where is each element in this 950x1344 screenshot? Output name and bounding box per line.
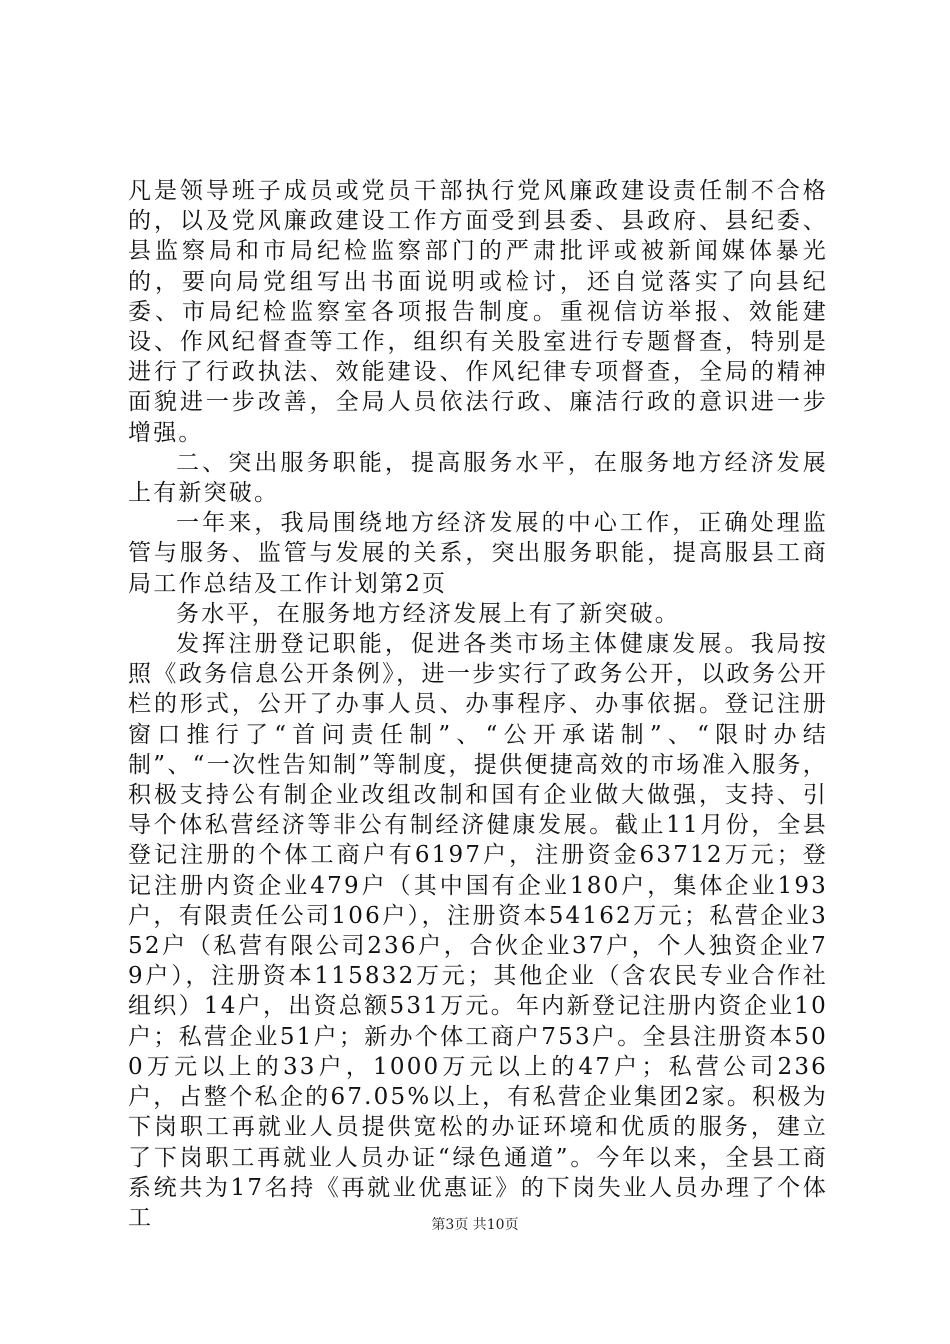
paragraph-service-overview: 一年来，我局围绕地方经济发展的中心工作，正确处理监管与服务、监管与发展的关系，突出服务职能，提高服县工商局工作总结及工作计划第2页 xyxy=(128,510,828,597)
paragraph-party-discipline: 凡是领导班子成员或党员干部执行党风廉政建设责任制不合格的，以及党风廉政建设工作方面受到县委、县政府、县纪委、县监察局和市局纪检监察部门的严肃批评或被新闻媒体暴光的，要向局党组写出书面说明或检讨，还自觉落实了向县纪委、市局纪检监察室各项报告制度。重视信访举报、效能建设、作风纪督查等工作，组织有关股室进行专题督查，特别是进行了行政执法、效能建设、作风纪律专项督查，全局的精神面貌进一步改善，全局人员依法行政、廉洁行政的意识进一步增强。 xyxy=(128,178,828,446)
section-heading-service-function: 二、突出服务职能，提高服务水平，在服务地方经济发展上有新突破。 xyxy=(128,449,828,507)
document-body xyxy=(128,176,828,1233)
paragraph-registration-function: 发挥注册登记职能，促进各类市场主体健康发展。我局按照《政务信息公开条例》，进一步实行了政务公开，以政务公开栏的形式，公开了办事人员、办事程序、办事依据。登记注册窗口推行了“首问责任制”、“公开承诺制”、“限时办结制”、“一次性告知制”等制度，提供便捷高效的市场准入服务，积极支持公有制企业改组改制和国有企业做大做强，支持、引导个体私营经济等非公有制经济健康发展。截止11月份，全县登记注册的个体工商户有6197户，注册资金63712万元；登记注册内资企业479户（其中国有企业180户，集体企业193户，有限责任公司106户），注册资本54162万元；私营企业352户（私营有限公司236户，合伙企业37户，个人独资企业79户），注册资本115832万元；其他企业（含农民专业合作社组织）14户，出资总额531万元。年内新登记注册内资企业10户；私营企业51户；新办个体工商户753户。全县注册资本500万元以上的33户，1000万元以上的47户；私营公司236户，占整个私企的67.05%以上，有私营企业集团2家。积极为下岗职工再就业人员提供宽松的办证环境和优质的服务，建立了下岗职工再就业人员办证“绿色通道”。今年以来，全县工商系统共为17名持《再就业优惠证》的下岗失业人员办理了个体工 xyxy=(128,631,828,1231)
paragraph-service-continuation: 务水平，在服务地方经济发展上有了新突破。 xyxy=(176,600,680,627)
page-number-footer: 第3页 共10页 xyxy=(431,1217,519,1233)
